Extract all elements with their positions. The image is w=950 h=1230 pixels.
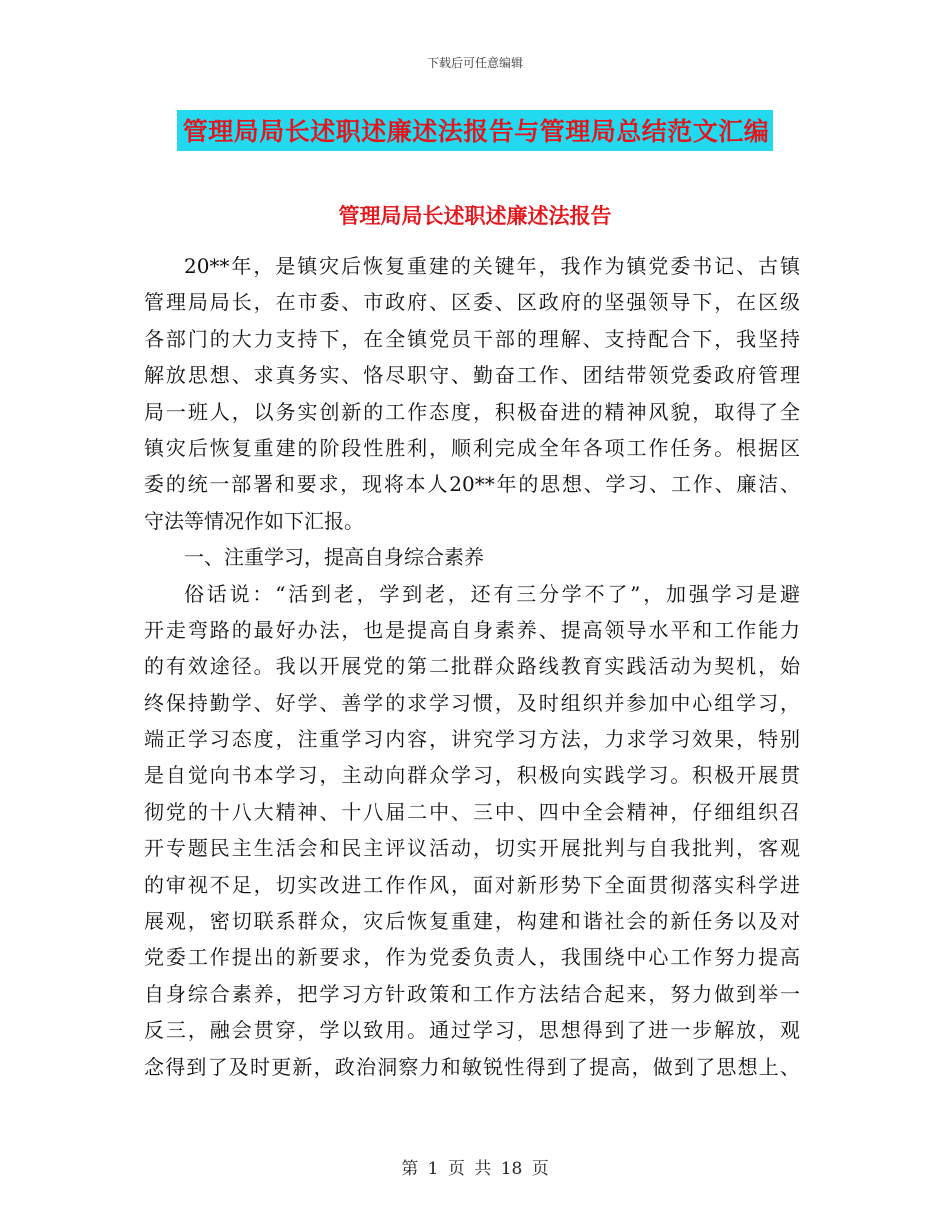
text-line: 终保持勤学、好学、善学的求学习惯，及时组织并参加中心组学习， xyxy=(144,690,800,715)
main-title: 管理局局长述职述廉述法报告与管理局总结范文汇编 xyxy=(177,110,774,151)
body-text xyxy=(144,248,800,1085)
text-line: 的审视不足，切实改进工作作风，面对新形势下全面贯彻落实科学进 xyxy=(144,872,800,897)
text-line: 开走弯路的最好办法，也是提高自身素养、提高领导水平和工作能力 xyxy=(144,617,800,642)
text-line: 自身综合素养，把学习方针政策和工作方法结合起来，努力做到举一 xyxy=(144,981,800,1006)
text-line: 镇灾后恢复重建的阶段性胜利，顺利完成全年各项工作任务。根据区 xyxy=(144,435,800,460)
text-line: 端正学习态度，注重学习内容，讲究学习方法，力求学习效果，特别 xyxy=(144,727,800,752)
text-line: 党委工作提出的新要求，作为党委负责人，我围绕中心工作努力提高 xyxy=(144,945,800,970)
text-line: 20**年，是镇灾后恢复重建的关键年，我作为镇党委书记、古镇 xyxy=(184,254,800,278)
text-line: 委的统一部署和要求，现将本人20**年的思想、学习、工作、廉洁、 xyxy=(144,472,800,497)
page-number-footer: 第 1 页 共 18 页 xyxy=(401,1159,549,1179)
text-line: 彻党的十八大精神、十八届二中、三中、四中全会精神，仔细组织召 xyxy=(144,799,800,824)
text-line: 念得到了及时更新，政治洞察力和敏锐性得到了提高，做到了思想上、 xyxy=(144,1054,800,1079)
text-line: 俗话说：“活到老，学到老，还有三分学不了”，加强学习是避 xyxy=(184,581,800,606)
main-title-container xyxy=(0,110,950,151)
section-heading: 一、注重学习，提高自身综合素养 xyxy=(184,545,484,570)
text-line: 解放思想、求真务实、恪尽职守、勤奋工作、团结带领党委政府管理 xyxy=(144,363,800,388)
text-line: 局一班人，以务实创新的工作态度，积极奋进的精神风貌，取得了全 xyxy=(144,399,800,424)
header-note: 下载后可任意编辑 xyxy=(426,56,523,70)
text-line: 各部门的大力支持下，在全镇党员干部的理解、支持配合下，我坚持 xyxy=(144,326,800,351)
text-line: 是自觉向书本学习，主动向群众学习，积极向实践学习。积极开展贯 xyxy=(144,763,800,788)
text-line: 的有效途径。我以开展党的第二批群众路线教育实践活动为契机，始 xyxy=(144,654,800,679)
text-line: 反三，融会贯穿，学以致用。通过学习，思想得到了进一步解放，观 xyxy=(144,1018,800,1043)
section-title: 管理局局长述职述廉述法报告 xyxy=(338,203,612,228)
text-line: 开专题民主生活会和民主评议活动，切实开展批判与自我批判，客观 xyxy=(144,836,800,861)
text-line: 守法等情况作如下汇报。 xyxy=(144,508,364,533)
text-line: 管理局局长，在市委、市政府、区委、区政府的坚强领导下，在区级 xyxy=(144,290,800,315)
text-line: 展观，密切联系群众，灾后恢复重建，构建和谐社会的新任务以及对 xyxy=(144,909,800,934)
